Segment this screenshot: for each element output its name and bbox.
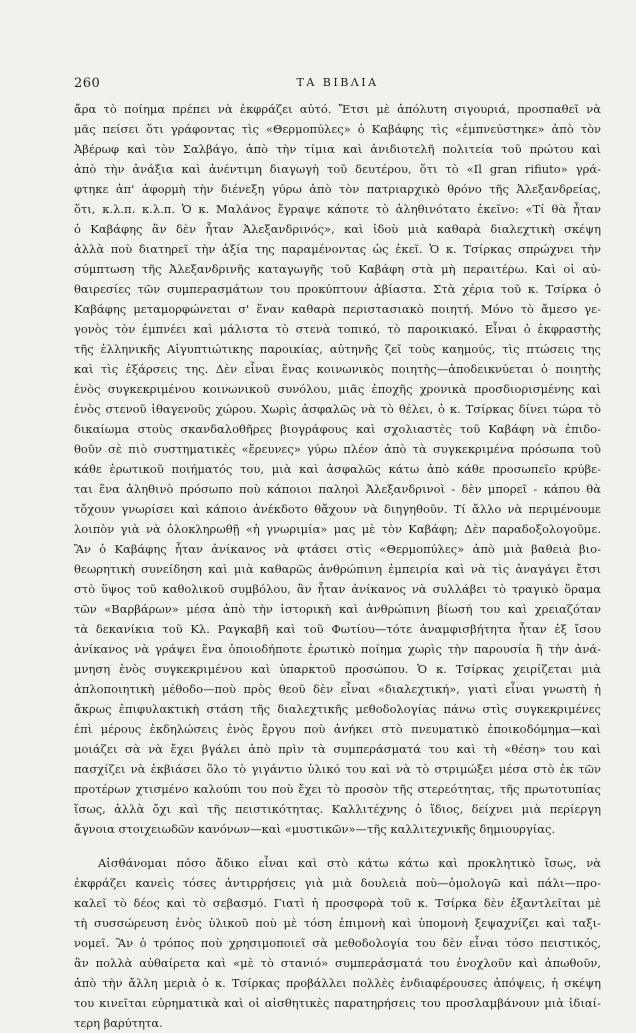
text-line: λοιπὸν γιὰ νὰ ὁλοκληρωθῇ «ἡ γνωριμία» μας μὲ τὸν Καβάφη; Δὲν παραδοξολογοῦμε. bbox=[74, 522, 601, 536]
text-line: ἂν πολλὰ αὐθαίρετα καὶ «μὲ τὸ στανιό» συμπεράσματά του ἐνοχλοῦν καὶ ἀπωθοῦν, bbox=[74, 956, 601, 970]
text-line: πασχίζει νὰ ἐκβιάσει ὅλο τὸ γιγάντιο ὑλικό του καὶ νὰ τὸ στριμώξει μέσα στὸ ἐκ τῶν bbox=[74, 762, 601, 776]
text-line: ἐπὶ μέρους ἐκδηλώσεις ἑνὸς ἔργου ποὺ ἀνήκει στὸ πνευματικὸ ἐποικοδόμημα—καὶ bbox=[74, 722, 601, 736]
text-line: ἀνίκανος νὰ γράψει ἕνα ὁποιοδήποτε ἐρωτικὸ ποίημα χωρὶς τὴν παρουσία ἢ τὴν ἀνά- bbox=[74, 642, 601, 656]
text-line: καὶ τὶς ἐξάρσεις της. Δὲν εἶναι ἕνας κοινωνικὸς ποιητὴς—ἀποδεικνύεται ὁ ποιητὴς bbox=[74, 362, 601, 376]
text-line: ἀπὸ τὴν ἄλλη μεριὰ ὁ κ. Τσίρκας προβάλλει πολλὲς ἐνδιαφέρουσες ἀπόψεις, ἡ σκέψη bbox=[74, 976, 601, 990]
text-line: Ἂν ὁ Καβάφης ἦταν ἀνίκανος νὰ φτάσει στὶς «Θερμοπύλες» ἀπὸ μιὰ βαθειὰ βιο- bbox=[74, 542, 601, 556]
text-line: τὴ συσσώρευση ἑνὸς ὑλικοῦ ποὺ μὲ τόση ἐπιμονὴ καὶ ὑπομονὴ ξεψαχνίζει καὶ ταξι- bbox=[74, 916, 601, 930]
paragraph bbox=[74, 99, 601, 839]
text-line: ὅτι, κ.λ.π. κ.λ.π. Ὁ κ. Μαλάνος ἔγραψε κάποτε τὸ ἀληθινότατο ἐκεῖνο: «Τί θὰ ἦταν bbox=[74, 202, 601, 216]
text-line: ἀπὸ τὴν ἀνάξια καὶ ἀνέντιμη διαγωγὴ τοῦ δευτέρου, ὅτι τὸ «Il gran rifiuto» γρά- bbox=[74, 162, 601, 176]
text-line: φτηκε ἀπ' ἀφορμὴ τὴν διένεξη γύρω ἀπὸ τὸν πατριαρχικὸ θρόνο τῆς Ἀλεξανδρείας, bbox=[74, 182, 601, 196]
running-title: ΤΑ ΒΙΒΛΙΑ bbox=[296, 76, 379, 89]
text-line: κάθε ἐρωτικοῦ ποιήματός του, μιὰ καὶ ἀσφαλῶς κάτω ἀπὸ κάθε προσωπεῖο κρύβε- bbox=[74, 462, 601, 476]
text-line: Καβάφης μεταμορφώνεται σ' ἕναν καθαρὰ περιστασιακὸ ποιητή. Μόνο τὸ ἄμεσο γε- bbox=[74, 302, 601, 316]
page-header bbox=[74, 76, 601, 94]
text-line: ται ἕνα ἀληθινὸ πρόσωπο ποὺ κάποιοι παληοὶ Ἀλεξανδρινοὶ - δὲν μπορεῖ - κάπου θὰ bbox=[74, 482, 601, 496]
text-line: ἑνὸς συγκεκριμένου κοινωνικοῦ συνόλου, μιᾶς ἐποχῆς χρονικὰ προσδιορισμένης καὶ bbox=[74, 382, 601, 396]
text-line: του κινεῖται εὐρηματικὰ καὶ οἱ αἰσθητικὲς παρατηρήσεις του προσλαμβάνουν μιὰ ἰδιαί- bbox=[74, 996, 601, 1010]
paragraph-gap bbox=[74, 839, 601, 853]
text-line: δικαίωμα στοὺς σκανδαλοθῆρες βιογράφους καὶ σχολιαστὲς τοῦ Καβάφη νὰ ἐπιδο- bbox=[74, 422, 601, 436]
text-line: ἴσως, ἀλλὰ ὄχι καὶ τῆς πειστικότητας. Καλλιτέχνης ὁ ἴδιος, δείχνει μιὰ περίεργη bbox=[74, 802, 601, 816]
text-line: τὰ δεκανίκια τοῦ Κλ. Ραγκαβῆ καὶ τοῦ Φωτίου—τότε ἀναμφισβήτητα ἦταν ἐξ ἴσου bbox=[74, 622, 601, 636]
text-line: μνηση ἑνὸς συγκεκριμένου καὶ ὑπαρκτοῦ προσώπου. Ὁ κ. Τσίρκας χειρίζεται μιὰ bbox=[74, 662, 601, 676]
text-line: στὸ ὕψος τοῦ καθολικοῦ συμβόλου, ἂν ἦταν ἀνίκανος νὰ συλλάβει τὸ τραγικὸ ὅραμα bbox=[74, 582, 601, 596]
text-line: θαιρεσίες τῶν συμπερασμάτων του προκύπτουν ἀβίαστα. Στὰ χέρια τοῦ κ. Τσίρκα ὁ bbox=[74, 282, 601, 296]
page-number: 260 bbox=[74, 76, 101, 91]
text-line: ἄκρως ἐπιφυλακτικὴ στάση τῆς διαλεχτικῆς μεθοδολογίας πάνω στὶς συγκεκριμένες bbox=[74, 702, 601, 716]
text-line: ἄγνοια στοιχειωδῶν κανόνων—καὶ «μυστικῶν»—τῆς καλλιτεχνικῆς δημιουργίας. bbox=[74, 822, 556, 836]
text-line: γονὸς τὸν ἐμπνέει καὶ μάλιστα τὸ στενὰ τοπικό, τὸ παροικιακό. Εἶναι ὁ ἐκφραστὴς bbox=[74, 322, 601, 336]
text-line: ἐκφράζει κανεὶς τόσες ἀντιρρήσεις γιὰ μιὰ δουλειὰ ποὺ—ὁμολογῶ καὶ πάλι—προ- bbox=[74, 876, 601, 890]
text-line: καλεῖ τὸ δέος καὶ τὸ σεβασμό. Γιατὶ ἡ προσφορὰ τοῦ κ. Τσίρκα δὲν ἐξαντλεῖται μὲ bbox=[74, 896, 601, 910]
text-line: τὄχουν γνωρίσει καὶ κάποιο ἀνέκδοτο θἄχουν νὰ διηγηθοῦν. Τί ἄλλο νὰ περιμένουμε bbox=[74, 502, 601, 516]
text-line: Αἰσθάνομαι πόσο ἄδικο εἶναι καὶ στὸ κάτω κάτω καὶ προκλητικὸ ἴσως, νὰ bbox=[98, 856, 601, 870]
text-line: ἄρα τὸ ποίημα πρέπει νὰ ἐκφράζει αὐτό. Ἔτσι μὲ ἀπόλυτη σιγουριά, προσπαθεῖ νὰ bbox=[74, 102, 601, 116]
text-line: ἀλλὰ ποὺ διατηρεῖ τὴν ἀξία της παραμένοντας ὡς ἐκεῖ. Ὁ κ. Τσίρκας σπρώχνει τὴν bbox=[74, 242, 601, 256]
text-line: μοιάζει σὰ νὰ ἔχει βγάλει ἀπὸ πρὶν τὰ συμπεράσματά του καὶ τὴ «θέση» του καὶ bbox=[74, 742, 601, 756]
body-text bbox=[74, 99, 601, 1033]
text-line: τῶν «Βαρβάρων» μέσα ἀπὸ τὴν ἱστορικὴ καὶ ἀνθρώπινη βίωσή του καὶ χρειαζόταν bbox=[74, 602, 601, 616]
text-line: τερη βαρύτητα. bbox=[74, 1016, 163, 1030]
text-line: θεωρητικὴ συνείδηση καὶ μιὰ καθαρῶς ἀνθρώπινη ἐμπειρία καὶ νὰ τὶς ἀναγάγει ἔτσι bbox=[74, 562, 601, 576]
text-line: τῆς ἑλληνικῆς Αἰγυπτιώτικης παροικίας, αὐτηνῆς ζεῖ τοὺς καημούς, τὶς πτώσεις της bbox=[74, 342, 601, 356]
text-line: θοῦν σὲ πιὸ συστηματικὲς «ἔρευνες» γύρω πλέον ἀπὸ τὰ συγκεκριμένα πρόσωπα τοῦ bbox=[74, 442, 601, 456]
text-line: νομεῖ. Ἂν ὁ τρόπος ποὺ χρησιμοποιεῖ σὰ μεθοδολογία του δὲν εἶναι τόσο πειστικός, bbox=[74, 936, 601, 950]
paragraph bbox=[74, 853, 601, 1033]
text-line: μᾶς πείσει ὅτι γράφοντας τὶς «Θερμοπύλες» ὁ Καβάφης τὶς «ἐμπνεύστηκε» ἀπὸ τὸν bbox=[74, 122, 601, 136]
text-line: ἁπλοποιητικὴ μέθοδο—ποὺ πρὸς θεοῦ δὲν εἶναι «διαλεχτική», γιατὶ εἶναι γνωστὴ ἡ bbox=[74, 682, 601, 696]
text-line: σύμπτωση τῆς Ἀλεξανδρινῆς καταγωγῆς τοῦ Καβάφη στὰ μὴ περαιτέρω. Καὶ οἱ αὐ- bbox=[74, 262, 601, 276]
text-line: ὁ Καβάφης ἂν δὲν ἦταν Ἀλεξανδρινός», καὶ ἰδοὺ μιὰ καθαρὰ διαλεχτικὴ σκέψη bbox=[74, 222, 601, 236]
text-line: Ἀβέρωφ καὶ τὸν Σαλβάγο, ἀπὸ τὴν τίμια καὶ ἀνιδιοτελῆ πολιτεία τοῦ πρώτου καὶ bbox=[74, 142, 601, 156]
text-line: ἑνὸς στενοῦ ἰθαγενοῦς χώρου. Χωρὶς ἀσφαλῶς νὰ τὸ θέλει, ὁ κ. Τσίρκας δίνει τώρα τὸ bbox=[74, 402, 601, 416]
text-line: προτέρων χτισμένο καλούπι του ποὺ ἔχει τὸ προσὸν τῆς στερεότητας, τῆς πρωτοτυπίας bbox=[74, 782, 601, 796]
